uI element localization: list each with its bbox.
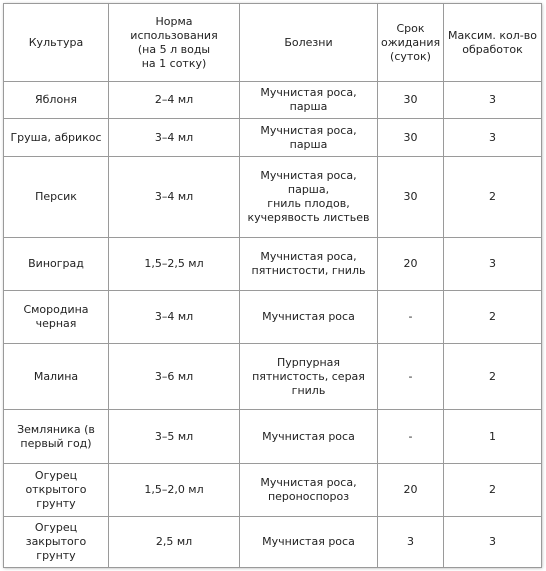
header-dosage: Норма использования (на 5 л воды на 1 сотку) xyxy=(109,4,240,82)
table-frame xyxy=(3,3,541,567)
cell-dosage: 3–4 мл xyxy=(109,119,240,157)
header-diseases: Болезни xyxy=(240,4,378,82)
cell-diseases: Мучнистая роса, парша xyxy=(240,119,378,157)
cell-waiting: 20 xyxy=(378,464,444,517)
cell-max: 3 xyxy=(444,517,542,568)
header-row xyxy=(4,4,542,82)
cell-diseases: Мучнистая роса, парша, гниль плодов, кучерявость листьев xyxy=(240,157,378,238)
cell-waiting: 30 xyxy=(378,119,444,157)
cell-dosage: 1,5–2,0 мл xyxy=(109,464,240,517)
cell-diseases: Мучнистая роса xyxy=(240,291,378,344)
cell-diseases: Мучнистая роса, пероноспороз xyxy=(240,464,378,517)
cell-waiting: - xyxy=(378,344,444,410)
cell-max: 2 xyxy=(444,464,542,517)
cell-crop: Огурец закрытого грунту xyxy=(4,517,109,568)
cell-dosage: 3–6 мл xyxy=(109,344,240,410)
cell-diseases: Пурпурная пятнистость, серая гниль xyxy=(240,344,378,410)
table-row xyxy=(4,119,542,157)
cell-max: 2 xyxy=(444,344,542,410)
cell-waiting: 3 xyxy=(378,517,444,568)
cell-max: 3 xyxy=(444,82,542,119)
cell-max: 2 xyxy=(444,291,542,344)
cell-dosage: 2,5 мл xyxy=(109,517,240,568)
table-row xyxy=(4,157,542,238)
cell-max: 1 xyxy=(444,410,542,464)
cell-dosage: 3–4 мл xyxy=(109,291,240,344)
table-row xyxy=(4,464,542,517)
cell-waiting: 30 xyxy=(378,157,444,238)
cell-crop: Огурец открытого грунту xyxy=(4,464,109,517)
cell-crop: Груша, абрикос xyxy=(4,119,109,157)
cell-diseases: Мучнистая роса, пятнистости, гниль xyxy=(240,238,378,291)
cell-waiting: - xyxy=(378,410,444,464)
cell-dosage: 3–5 мл xyxy=(109,410,240,464)
cell-dosage: 3–4 мл xyxy=(109,157,240,238)
cell-crop: Виноград xyxy=(4,238,109,291)
header-max-treatments: Максим. кол-во обработок xyxy=(444,4,542,82)
cell-dosage: 1,5–2,5 мл xyxy=(109,238,240,291)
cell-max: 3 xyxy=(444,119,542,157)
cell-waiting: 30 xyxy=(378,82,444,119)
cell-waiting: 20 xyxy=(378,238,444,291)
table-row xyxy=(4,344,542,410)
treatment-table xyxy=(3,3,542,568)
table-row xyxy=(4,410,542,464)
cell-crop: Яблоня xyxy=(4,82,109,119)
table-row xyxy=(4,517,542,568)
header-waiting-period: Срок ожидания (суток) xyxy=(378,4,444,82)
table-row xyxy=(4,238,542,291)
cell-dosage: 2–4 мл xyxy=(109,82,240,119)
cell-diseases: Мучнистая роса xyxy=(240,517,378,568)
cell-max: 2 xyxy=(444,157,542,238)
table-row xyxy=(4,291,542,344)
cell-waiting: - xyxy=(378,291,444,344)
cell-crop: Персик xyxy=(4,157,109,238)
cell-max: 3 xyxy=(444,238,542,291)
cell-diseases: Мучнистая роса, парша xyxy=(240,82,378,119)
cell-crop: Малина xyxy=(4,344,109,410)
header-crop: Культура xyxy=(4,4,109,82)
cell-diseases: Мучнистая роса xyxy=(240,410,378,464)
table-row xyxy=(4,82,542,119)
cell-crop: Смородина черная xyxy=(4,291,109,344)
cell-crop: Земляника (в первый год) xyxy=(4,410,109,464)
